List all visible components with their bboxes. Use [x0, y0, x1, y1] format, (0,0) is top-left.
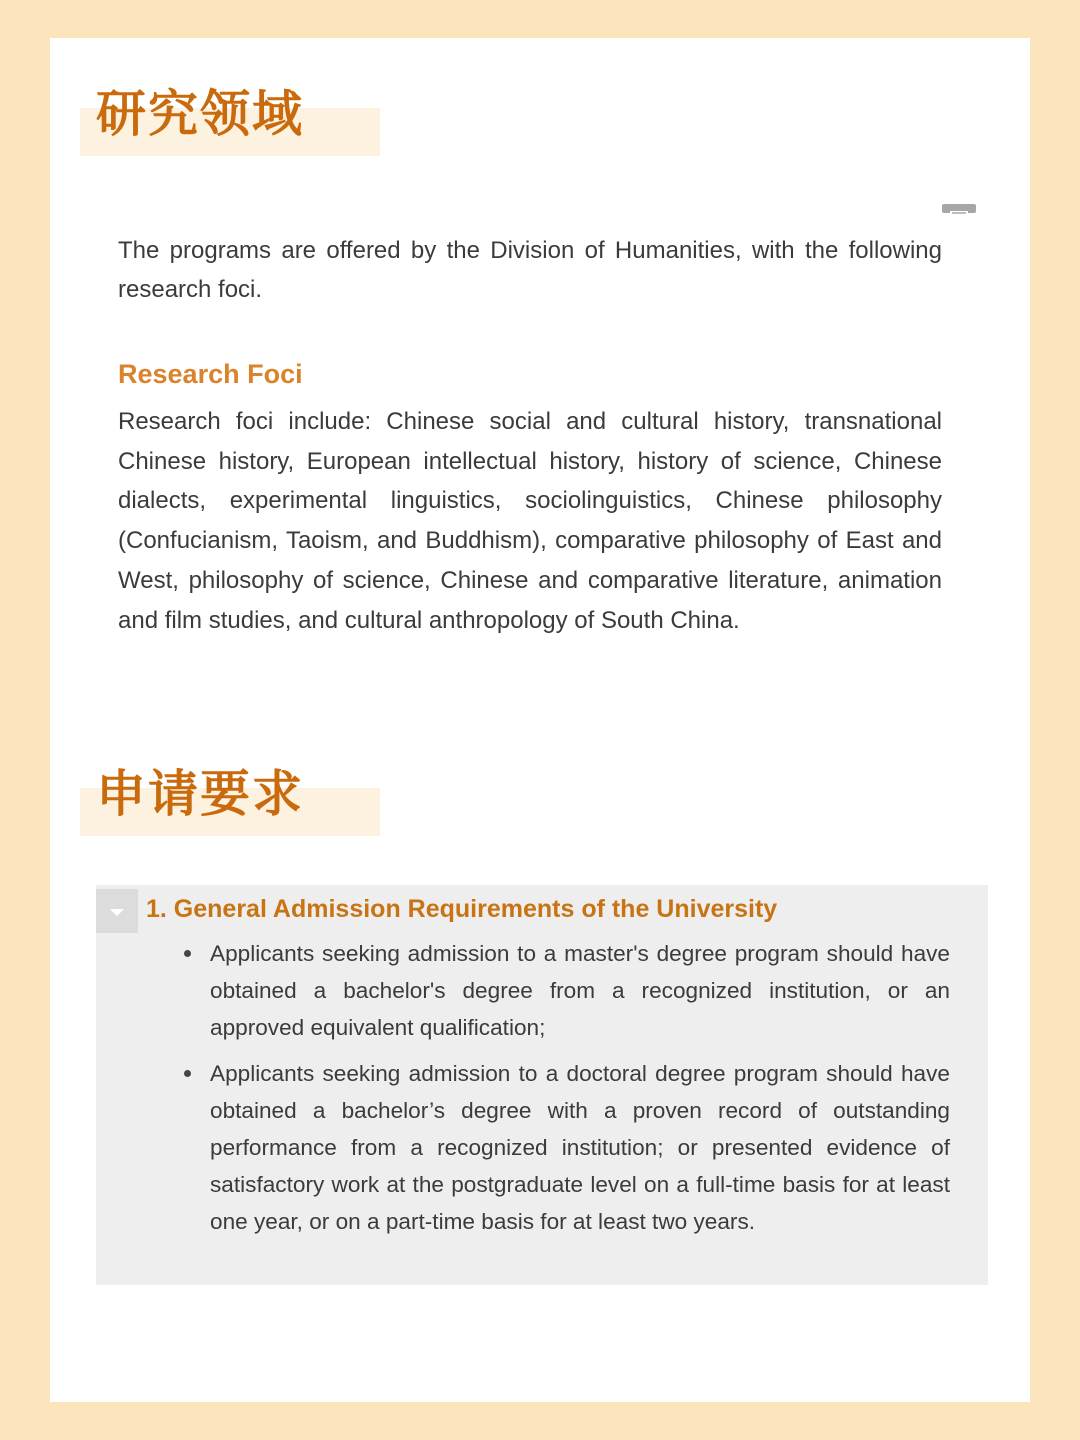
list-item: [210, 935, 950, 1047]
requirements-panel: [96, 885, 988, 1285]
intro-text: The programs are offered by the Division of Humanities, with the following research foci.: [118, 237, 942, 303]
admission-heading: 申请要求: [96, 765, 304, 823]
list-item: [210, 1055, 950, 1241]
content-card: [50, 38, 1030, 1402]
bullet-dot: [184, 950, 191, 957]
requirement-text: Applicants seeking admission to a doctoral degree program should have obtained a bachelor’s degree with a proven record of outstanding performance from a recognized institution; or presented evidence of satisfactory work at the postgraduate level on a full-time basis for at least one year, or on a part-time basis for at least two years.: [210, 1060, 950, 1235]
requirement-text: Applicants seeking admission to a master's degree program should have obtained a bachelor's degree from a recognized institution, or an approved equivalent qualification;: [210, 941, 950, 1041]
bullet-dot: [184, 1070, 191, 1077]
admission-heading-block: [80, 764, 380, 836]
requirements-title: 1. General Admission Requirements of the University: [146, 895, 778, 923]
requirements-list: [210, 935, 950, 1249]
research-heading: 研究领域: [96, 85, 304, 143]
caret-down-icon: [96, 920, 138, 937]
printer-icon[interactable]: [942, 202, 976, 218]
collapse-toggle[interactable]: [96, 889, 138, 933]
research-foci-title: Research Foci: [118, 359, 303, 389]
research-foci-text: Research foci include: Chinese social and cultural history, transnational Chinese history, European intellectual history, history of science, Chinese dialects, experimental linguistics, sociolinguistics, Chinese philosophy (Confucianism, Taoism, and Buddhism), comparative philosophy of East and West, philosophy of science, Chinese and comparative literature, animation and film studies, and cultural anthropology of South China.: [118, 408, 942, 634]
research-heading-block: [80, 84, 380, 156]
